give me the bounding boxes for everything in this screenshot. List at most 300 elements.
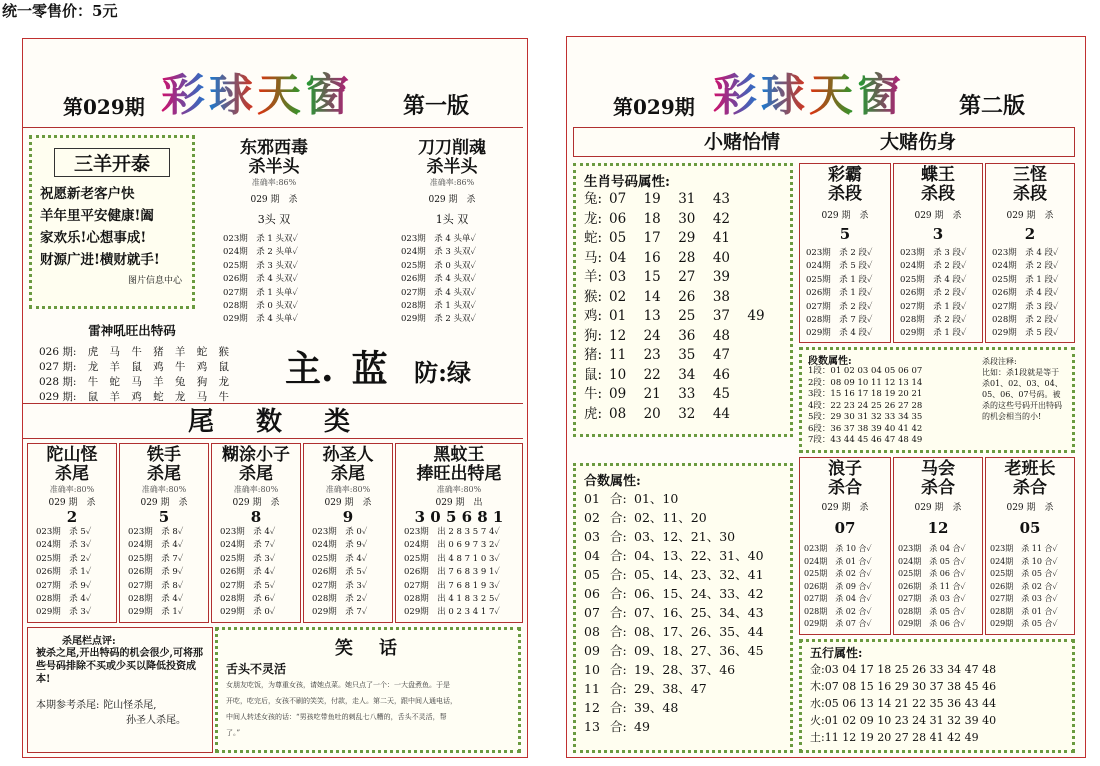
heshu-index: 09 — [584, 643, 600, 658]
kill-row: 025期 杀 2✓ — [36, 553, 92, 564]
wuxing-values: 03 04 17 18 25 26 33 34 47 48 — [824, 663, 997, 676]
zodiac-number: 09 — [608, 386, 627, 402]
heshu-row — [584, 508, 782, 527]
heshu-label: 合: — [610, 548, 627, 563]
kill-rate: 准确率:80% — [325, 485, 371, 494]
he-pick: 12 — [927, 519, 949, 537]
daodao-row: 028期 杀 1 头双✓ — [401, 301, 477, 312]
sanyang-box — [29, 135, 195, 309]
duan-note-body: 比如：杀1段就是等于杀01、02、03、04、05、06、07号码。被杀的这些号码开出特码的机会相当的小! — [982, 368, 1063, 421]
kill-title: 陀山怪 — [46, 445, 98, 465]
dongxie-row: 025期 杀 3 头双✓ — [223, 260, 299, 271]
leishen-item: 马 — [131, 376, 142, 388]
zodiac-number: 22 — [643, 366, 661, 383]
duan-row: 025期 杀 1 段✓ — [992, 274, 1059, 285]
duan-pick: 3 — [932, 225, 944, 243]
kill-row: 025期 杀 3✓ — [220, 553, 276, 564]
leishen-issue: 029 期: — [39, 391, 77, 403]
heshu-values: 19、28、37、46 — [634, 662, 736, 677]
heshu-label: 合: — [610, 586, 627, 601]
kill-row: 024期 杀 3✓ — [36, 540, 92, 551]
zodiac-number: 29 — [678, 230, 696, 246]
zodiac-number: 27 — [678, 269, 696, 285]
duan-row: 024期 杀 2 段✓ — [900, 261, 967, 272]
shengxiao-row — [584, 249, 782, 269]
wuxing-values: 11 12 19 20 27 28 41 42 49 — [824, 731, 979, 744]
leishen-item: 鸡 — [131, 391, 142, 403]
he-row: 026期 杀 09 合✓ — [804, 581, 872, 591]
duanshu-title: 段数属性: — [808, 356, 852, 367]
left-logo: 彩球天窗 — [161, 59, 353, 123]
dongxie-row: 029期 杀 4 头单✓ — [223, 314, 299, 325]
kill-tail-panel — [303, 443, 393, 623]
duan-kill-panel — [985, 163, 1075, 343]
heshu-label: 合: — [610, 529, 627, 544]
shengxiao-row — [584, 385, 782, 405]
duan-row: 025期 杀 1 段✓ — [806, 274, 873, 285]
leishen-row — [39, 345, 229, 360]
zodiac-number: 18 — [643, 210, 661, 227]
zodiac-number: 14 — [643, 288, 661, 305]
leishen-item: 鼠 — [218, 361, 229, 373]
kill-title: 糊涂小子 — [222, 445, 290, 465]
zodiac-number: 43 — [712, 191, 730, 207]
zodiac-label: 龙: — [584, 210, 603, 227]
leishen-item: 猪 — [153, 346, 164, 358]
shengxiao-row — [584, 288, 782, 308]
kill-issue: 029 期 杀 — [232, 498, 280, 508]
zodiac-number: 34 — [678, 366, 696, 383]
leishen-row — [39, 375, 229, 390]
daodao-row: 029期 杀 2 头双✓ — [401, 314, 477, 325]
duan-rows — [894, 247, 982, 341]
leishen-item: 猴 — [218, 346, 229, 358]
wuxing-row — [810, 712, 1064, 729]
zodiac-label: 兔: — [584, 191, 603, 207]
heshu-values: 39、48 — [634, 700, 679, 715]
zodiac-label: 羊: — [584, 269, 603, 285]
zodiac-number: 08 — [608, 405, 627, 422]
duan-row: 026期 杀 4 段✓ — [992, 288, 1059, 299]
duan-row: 029期 杀 4 段✓ — [806, 328, 873, 339]
leishen-issue: 028 期: — [39, 376, 77, 388]
duan-kill-panel — [893, 163, 983, 343]
zodiac-label: 猪: — [584, 347, 603, 363]
kill-row: 025期 杀 7✓ — [128, 553, 184, 564]
duanshu-row: 7段：43 44 45 46 47 48 49 — [808, 435, 923, 445]
he-title: 浪子 — [828, 459, 862, 479]
heshu-values: 29、38、47 — [634, 681, 707, 696]
sanyang-lines — [32, 183, 192, 271]
heiwen-issue: 029 期 出 — [435, 498, 483, 508]
retail-price: 统一零售价：5元 — [2, 2, 118, 20]
main-color: 蓝 — [351, 348, 388, 390]
zodiac-number: 11 — [608, 347, 627, 363]
dongxie-row: 023期 杀 1 头双✓ — [223, 234, 299, 244]
wuxing-values: 05 06 13 14 21 22 35 36 43 44 — [824, 697, 997, 710]
zodiac-number: 40 — [712, 249, 730, 266]
zodiac-number: 04 — [608, 249, 627, 266]
shengxiao-rows — [584, 190, 782, 424]
daodao-row: 024期 杀 3 头双✓ — [401, 247, 477, 258]
heshu-label: 合: — [610, 681, 627, 696]
he-kill-panel — [799, 457, 891, 635]
leishen-item: 龙 — [218, 376, 229, 388]
he-rows — [986, 543, 1074, 631]
daodao-rows — [387, 233, 517, 327]
kill-row: 028期 杀 6✓ — [220, 594, 276, 605]
zodiac-label: 马: — [584, 249, 603, 266]
zodiac-number: 28 — [678, 249, 696, 266]
heshu-row — [584, 660, 782, 679]
leishen-item: 鸡 — [196, 361, 208, 373]
zodiac-number: 37 — [712, 308, 730, 324]
dongxie-pick: 3头 双 — [257, 213, 291, 226]
leishen-item: 牛 — [87, 376, 99, 388]
kill-pick: 8 — [250, 508, 262, 526]
kill-tail-panel — [211, 443, 301, 623]
duanshu-box — [799, 347, 1075, 453]
leishen-item: 鼠 — [131, 361, 142, 373]
leishen-item: 牛 — [218, 391, 229, 403]
kill-row: 026期 杀 4✓ — [220, 567, 276, 578]
zodiac-label: 蛇: — [584, 230, 603, 246]
shengxiao-row — [584, 346, 782, 366]
zodiac-number — [747, 346, 782, 366]
he-pick: 07 — [834, 519, 856, 537]
he-row: 027期 杀 03 合✓ — [898, 594, 966, 603]
wuxing-values: 07 08 15 16 29 30 37 38 45 46 — [824, 680, 997, 693]
leishen-item: 鼠 — [87, 391, 99, 403]
sanyang-line: 财源广进!横财就手! — [40, 252, 160, 268]
zodiac-number: 48 — [712, 327, 730, 344]
heiwen-panel — [395, 443, 523, 623]
wuxing-rows — [810, 661, 1064, 746]
leishen-item: 羊 — [109, 361, 121, 373]
comment-ref1: 陀山怪杀尾, — [103, 700, 157, 711]
duan-rows — [800, 247, 890, 341]
zodiac-number: 39 — [712, 269, 730, 285]
zodiac-number: 30 — [678, 210, 696, 227]
he-rows — [894, 543, 982, 631]
heiwen-rows — [396, 526, 522, 620]
zodiac-label: 鸡: — [584, 308, 603, 324]
main-color-pick — [285, 341, 471, 392]
kill-tail-panel — [119, 443, 209, 623]
kill-row: 028期 杀 4✓ — [128, 594, 184, 605]
he-row: 029期 杀 05 合✓ — [990, 619, 1058, 628]
duan-row: 026期 杀 1 段✓ — [806, 288, 873, 299]
heshu-row — [584, 527, 782, 546]
leishen-item: 马 — [109, 346, 121, 358]
zodiac-number: 06 — [608, 210, 627, 227]
sanyang-line: 家欢乐!心想事成! — [40, 230, 147, 246]
heshu-values: 49 — [634, 719, 650, 734]
he-row: 026期 杀 11 合✓ — [898, 581, 966, 591]
joke-line: 女朋友吃饭，为尊重女孩，请她点菜。她只点了一个：一大盘煮鱼。于是 — [226, 681, 450, 689]
leishen-item: 鸡 — [153, 361, 164, 373]
heshu-values: 02、11、20 — [634, 510, 707, 525]
kill-row: 023期 杀 8✓ — [128, 527, 184, 537]
duan-row: 028期 杀 7 段✓ — [806, 315, 873, 326]
main-fang: 防:绿 — [414, 358, 471, 387]
zodiac-label: 鼠: — [584, 366, 603, 383]
zodiac-number — [747, 288, 782, 308]
duan-pick: 5 — [839, 225, 851, 243]
zodiac-number: 47 — [712, 347, 730, 363]
leishen-issue: 026 期: — [39, 346, 77, 358]
zodiac-number: 20 — [643, 405, 661, 422]
comment-ref2: 孙圣人杀尾。 — [126, 715, 186, 726]
zodiac-number — [747, 327, 782, 347]
zodiac-number: 21 — [643, 386, 661, 402]
duanshu-row: 5段：29 30 31 32 33 34 35 — [808, 412, 923, 422]
wuxing-box — [799, 639, 1075, 753]
kill-row: 027期 杀 9✓ — [36, 580, 92, 591]
heshu-index: 03 — [584, 529, 600, 544]
kill-row: 025期 杀 4✓ — [312, 553, 368, 564]
shengxiao-row — [584, 366, 782, 386]
kill-row: 028期 杀 4✓ — [36, 594, 92, 605]
zodiac-number: 31 — [678, 191, 696, 207]
he-row: 028期 杀 01 合✓ — [990, 606, 1058, 616]
he-row: 027期 杀 03 合✓ — [990, 594, 1058, 603]
zodiac-number: 12 — [608, 327, 627, 344]
heshu-index: 08 — [584, 624, 600, 639]
kill-row: 026期 杀 5✓ — [312, 567, 368, 578]
duan-row: 023期 杀 4 段✓ — [992, 248, 1059, 258]
duan-row: 024期 杀 5 段✓ — [806, 261, 873, 272]
zodiac-number — [747, 210, 782, 230]
zodiac-label: 狗: — [584, 327, 603, 344]
comment-ref-label: 本期参考杀尾: — [36, 700, 100, 711]
leishen-title: 雷神吼旺出特码 — [88, 323, 176, 338]
leishen-issue: 027 期: — [39, 361, 77, 373]
kill-title: 孙圣人 — [322, 445, 374, 465]
kill-issue: 029 期 杀 — [48, 498, 96, 508]
wuxing-row — [810, 678, 1064, 695]
heshu-box — [573, 463, 793, 753]
duanshu-row: 1段：01 02 03 04 05 06 07 — [808, 366, 923, 376]
wuxing-row — [810, 695, 1064, 712]
slogan-a: 小赌怡情 — [704, 131, 781, 153]
daodao-issue: 029 期 杀 — [428, 195, 476, 205]
heshu-values: 08、17、26、35、44 — [634, 624, 764, 639]
he-sub: 杀合 — [828, 478, 862, 498]
left-header-rule — [23, 127, 523, 128]
heiwen-rate: 准确率:80% — [436, 485, 482, 494]
shengxiao-row — [584, 405, 782, 425]
kill-row: 029期 杀 3✓ — [36, 607, 92, 618]
kill-row: 023期 杀 0✓ — [312, 527, 368, 537]
kill-sub: 杀尾 — [331, 464, 365, 484]
zodiac-number: 36 — [678, 327, 696, 344]
zodiac-number: 05 — [608, 230, 627, 246]
sanyang-title: 三羊开泰 — [54, 148, 170, 177]
right-version: 第二版 — [959, 93, 1026, 119]
zodiac-number: 13 — [643, 308, 661, 324]
heshu-row — [584, 717, 782, 736]
kill-row: 023期 杀 5✓ — [36, 527, 92, 537]
wuxing-row — [810, 729, 1064, 746]
daodao-pick: 1头 双 — [435, 213, 469, 226]
leishen-item: 虎 — [87, 346, 99, 358]
duan-row: 028期 杀 2 段✓ — [900, 315, 967, 326]
heshu-label: 合: — [610, 605, 627, 620]
zodiac-number: 49 — [747, 308, 765, 324]
zodiac-number — [747, 366, 782, 386]
heshu-label: 合: — [610, 643, 627, 658]
zodiac-label: 猴: — [584, 288, 603, 305]
wuxing-element: 木: — [810, 680, 825, 693]
heshu-label: 合: — [610, 491, 627, 506]
heshu-values: 07、16、25、34、43 — [634, 605, 764, 620]
he-row: 024期 杀 01 合✓ — [804, 556, 872, 566]
zodiac-number: 17 — [643, 230, 661, 246]
kill-rows — [120, 526, 208, 620]
kill-title: 铁手 — [147, 445, 181, 465]
zodiac-number: 35 — [678, 347, 696, 363]
zodiac-number: 42 — [712, 210, 730, 227]
heiwen-row: 028期 出 4 1 8 3 2 5✓ — [404, 594, 500, 605]
leishen-item: 马 — [196, 391, 208, 403]
joke-line: 中间人转述女孩的话：“男孩吃带鱼吐的刺乱七八糟的，舌头不灵活，帮 — [226, 713, 447, 721]
heshu-row — [584, 679, 782, 698]
zodiac-number: 03 — [608, 269, 627, 285]
zodiac-number: 23 — [643, 347, 661, 363]
sanyang-line: 祝愿新老客户快 — [40, 186, 135, 202]
daodao-row: 023期 杀 4 头单✓ — [401, 234, 477, 244]
heshu-values: 01、10 — [634, 491, 679, 506]
he-kill-panel — [893, 457, 983, 635]
heiwen-sub: 捧旺出特尾 — [416, 464, 502, 484]
heshu-index: 01 — [584, 491, 600, 506]
heshu-index: 07 — [584, 605, 600, 620]
slogan-banner — [573, 127, 1075, 157]
daodao-row: 025期 杀 0 头双✓ — [401, 260, 477, 271]
heshu-row — [584, 622, 782, 641]
heiwen-row: 024期 出 0 6 9 7 3 2✓ — [404, 540, 500, 551]
he-row: 023期 杀 11 合✓ — [990, 544, 1058, 553]
he-row: 024期 杀 10 合✓ — [990, 556, 1058, 566]
he-kill-panel — [985, 457, 1075, 635]
heshu-row — [584, 698, 782, 717]
zodiac-number: 41 — [712, 230, 730, 246]
wuxing-element: 火: — [810, 714, 825, 727]
he-row: 025期 杀 06 合✓ — [898, 569, 966, 578]
dongxie-row: 026期 杀 4 头双✓ — [223, 274, 299, 285]
dongxie-issue: 029 期 杀 — [250, 195, 298, 205]
duan-sub: 杀段 — [1013, 184, 1047, 204]
he-row: 024期 杀 05 合✓ — [898, 556, 966, 566]
daodao-row: 027期 杀 4 头双✓ — [401, 287, 477, 298]
heshu-index: 12 — [584, 700, 600, 715]
zodiac-number: 07 — [608, 191, 627, 207]
zodiac-number: 44 — [712, 405, 730, 422]
wuxing-values: 01 02 09 10 23 24 31 32 39 40 — [824, 714, 997, 727]
heshu-index: 10 — [584, 662, 600, 677]
joke-head: 舌头不灵活 — [226, 662, 287, 676]
kill-rows — [28, 526, 116, 620]
kill-tail-panel — [27, 443, 117, 623]
shengxiao-title: 生肖号码属性: — [584, 174, 670, 190]
leishen-item: 狗 — [196, 376, 208, 388]
kill-pick: 9 — [342, 508, 354, 526]
zodiac-number — [747, 249, 782, 269]
kill-rows — [304, 526, 392, 620]
heshu-label: 合: — [610, 662, 627, 677]
kill-pick: 2 — [66, 508, 78, 526]
shengxiao-row — [584, 327, 782, 347]
heshu-label: 合: — [610, 510, 627, 525]
he-row: 023期 杀 10 合✓ — [804, 544, 872, 553]
leishen-row — [39, 360, 229, 375]
main-dot: . — [321, 348, 334, 390]
duan-row: 023期 杀 3 段✓ — [900, 248, 967, 258]
kill-pick: 5 — [158, 508, 170, 526]
duan-note — [982, 356, 1066, 422]
slogan-b: 大赌伤身 — [880, 131, 957, 153]
joke-lines — [226, 677, 510, 741]
daodao-row: 026期 杀 4 头双✓ — [401, 274, 477, 285]
he-row: 029期 杀 07 合✓ — [804, 619, 872, 628]
heshu-label: 合: — [610, 567, 627, 582]
heshu-row — [584, 489, 782, 508]
heshu-index: 02 — [584, 510, 600, 525]
he-row: 026期 杀 02 合✓ — [990, 581, 1058, 591]
duanshu-row: 2段：08 09 10 11 12 13 14 — [808, 377, 923, 388]
left-version: 第一版 — [403, 93, 470, 119]
leishen-item: 蛇 — [109, 376, 121, 388]
heiwen-row: 023期 出 2 8 3 5 7 4✓ — [404, 527, 500, 537]
heshu-values: 09、18、27、36、45 — [634, 643, 764, 658]
leishen-item: 羊 — [174, 346, 186, 358]
duan-title: 三怪 — [1013, 165, 1047, 185]
heshu-label: 合: — [610, 719, 627, 734]
zodiac-label: 虎: — [584, 405, 603, 422]
kill-rate: 准确率:80% — [141, 485, 187, 494]
daodao-rate: 准确率:86% — [429, 178, 475, 187]
shengxiao-row — [584, 210, 782, 230]
heshu-index: 13 — [584, 719, 600, 734]
heshu-values: 04、13、22、31、40 — [634, 548, 764, 563]
leishen-item: 牛 — [174, 361, 186, 373]
duanshu-row: 6段：36 37 38 39 40 41 42 — [808, 423, 923, 434]
daodao-title: 刀刀削魂 — [418, 138, 486, 158]
duanshu-row: 4段：22 23 24 25 26 27 28 — [808, 400, 923, 411]
zodiac-number — [747, 229, 782, 249]
heshu-values: 05、14、23、32、41 — [634, 567, 764, 582]
shengxiao-box — [573, 163, 793, 437]
kill-row: 029期 杀 1✓ — [128, 607, 184, 618]
left-issue: 第029期 — [63, 95, 145, 119]
main-zhu: 主 — [285, 348, 322, 390]
duan-kill-panel — [799, 163, 891, 343]
leishen-item: 羊 — [153, 376, 164, 388]
kill-issue: 029 期 杀 — [140, 498, 188, 508]
he-title: 马会 — [921, 459, 955, 479]
heshu-row — [584, 584, 782, 603]
dongxie-row: 028期 杀 0 头双✓ — [223, 301, 299, 312]
duan-row: 029期 杀 5 段✓ — [992, 328, 1059, 339]
he-issue: 029 期 杀 — [914, 503, 962, 513]
joke-box — [215, 627, 521, 753]
duan-row: 028期 杀 2 段✓ — [992, 315, 1059, 326]
zodiac-number: 46 — [712, 366, 730, 383]
he-row: 023期 杀 04 合✓ — [898, 544, 966, 553]
he-title: 老班长 — [1004, 459, 1056, 479]
heiwen-row: 027期 出 7 6 8 1 9 3✓ — [404, 580, 500, 591]
